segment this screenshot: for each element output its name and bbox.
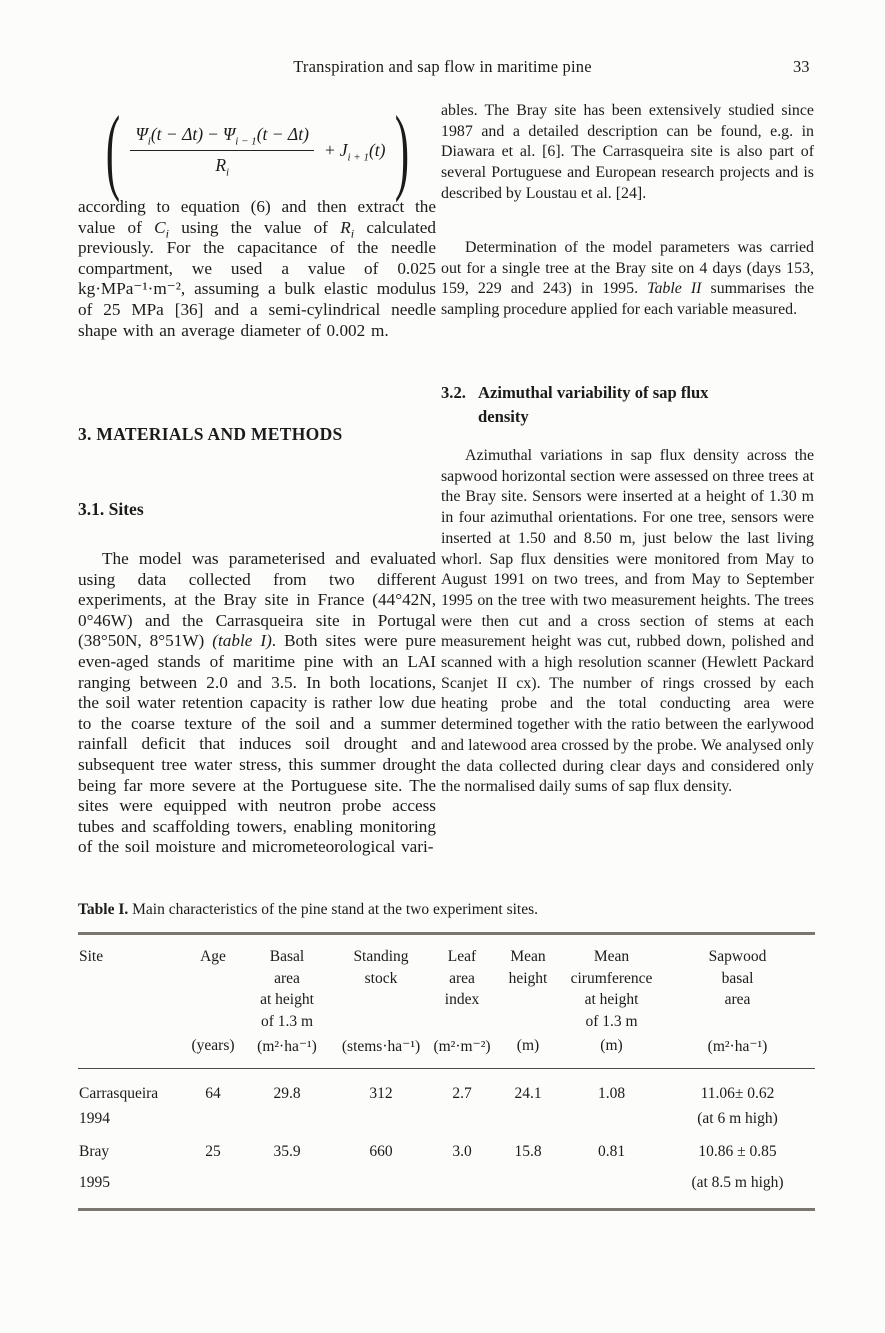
cell-mean-circumference: 0.81 [597, 1143, 626, 1160]
header-row [78, 935, 815, 1033]
col-header-basal-area: Basal area at height of 1.3 m [260, 948, 314, 1030]
flux-symbol: J [339, 139, 348, 160]
paragraph-model-parameters [441, 238, 814, 321]
cell-mean-height: 15.8 [514, 1143, 542, 1160]
table-reference: (table I) [212, 631, 272, 651]
cell-standing-stock: 312 [369, 1085, 393, 1102]
unit-mean-circumference: (m) [563, 1033, 660, 1069]
cell-site: Bray 1995 [79, 1143, 110, 1191]
text-segment: The model was parameterised and evaluated using data collected from two different experiments, at the Bray site in France (44°42N, 0°46W) and the Carrasqueira site in Portugal (38°50N, 8°51W) [78, 549, 436, 651]
paragraph-sites [78, 549, 436, 858]
table-rules [78, 932, 815, 1211]
subscript-i: i [165, 226, 169, 241]
col-header-site: Site [79, 948, 104, 965]
paragraph-capacitance [78, 197, 436, 341]
unit-leaf-area-index: (m²·m⁻²) [431, 1033, 493, 1069]
cell-site: Carrasqueira 1994 [79, 1085, 159, 1127]
unit-mean-height: (m) [493, 1033, 563, 1069]
subscript-i: i [350, 226, 355, 241]
time-argument: (t − Δt) [256, 124, 309, 144]
text-segment: calculated previously. For the capacitance of the needle compartment, we used a value of 0.025 kg·MPa⁻¹·m⁻², assuming a bulk elastic modulus of 25 MPa [36] and a semi-cylindrical needle shape with an average diameter of 0.002 m. [78, 217, 436, 340]
cell-standing-stock: 660 [369, 1143, 393, 1160]
variable-C: C [154, 217, 166, 237]
unit-sapwood: (m²·ha⁻¹) [660, 1033, 815, 1069]
subscript-i: i [147, 135, 151, 148]
psi-symbol: Ψ [135, 124, 148, 144]
unit-site [78, 1033, 183, 1069]
resistance-symbol: R [215, 155, 227, 175]
text-segment: . Both sites were pure even-aged stands of maritime pine with an LAI ranging between 2.0 and 3.5. In both locations, the soil water retention capacity is rather low due to the coarse texture of the soil and a summer rainfall deficit that induces soil drought and subsequent tree water stress, this summer drought being far more severe at the Portuguese site. The sites were equipped with neutron probe access tubes and scaffolding towers, enabling monitoring of the soil moisture and micrometeorological vari- [78, 631, 436, 857]
time-argument: (t − Δt) [150, 124, 204, 144]
cell-leaf-area-index: 2.7 [452, 1085, 472, 1102]
equation-display: ( $\frac{\Psi_i(t - \Delta t) - \Psi_{i - 1}(t - \Delta t)}{R_i}$ + $J_{i + 1}(t)$ ) [105, 96, 409, 203]
col-header-standing-stock: Standing stock [353, 948, 409, 987]
text-segment: Determination of the model parameters was carried out for a single tree at the Bray site on 4 days (days 153, 159, 229 and 243) in 1995. [441, 239, 814, 298]
cell-mean-height: 24.1 [514, 1085, 542, 1102]
text-segment: using the value of [168, 217, 341, 237]
heading-text: Azimuthal variability of sap flux density [478, 383, 709, 426]
paragraph-azimuthal-variations: Azimuthal variations in sap flux density across the sapwood horizontal section were assessed on three trees at the Bray site. Sensors were inserted at a height of 1.30 m in four azimuthal orientations. For one tree, sensors were inserted at 1.50 and 8.50 m, just below the last living whorl. Sap flux densities were monitored from May to August 1991 on two trees, and from May to September 1995 on the tree with two measurement heights. The trees were then cut and a cross section of stems at each measurement height was cut, rubbed down, polished and scanned with a high resolution scanner (Hewlett Packard Scanjet II cx). The number of rings crossed by each heating probe and the total conducting area were determined together with the ratio between the earlywood and latewood area crossed by the probe. We analysed only the data collected during clear days and considered only the normalised daily sums of sap flux density. [441, 447, 814, 796]
table-caption-text: Main characteristics of the pine stand at the two experiment sites. [128, 901, 539, 918]
text-segment: summarises the sampling procedure applied for each variable measured. [441, 280, 815, 319]
subscript-i-plus-1: i + 1 [347, 151, 369, 163]
equation-numerator [130, 124, 313, 151]
col-header-leaf-area-index: Leaf area index [444, 948, 480, 1008]
paragraph-site-description: ables. The Bray site has been extensively studied since 1987 and a detailed description can be found, e.g. in Diawara et al. [6]. The Carrasqueira site is also part of several Portuguese and European research projects and is described by Loustau et al. [24]. [441, 102, 814, 202]
table-caption [78, 901, 815, 919]
variable-R: R [340, 217, 351, 237]
table-row-carrasqueira [78, 1069, 815, 1130]
units-row [78, 1033, 815, 1069]
subsection-heading-azimuthal [441, 381, 742, 429]
unit-age: (years) [183, 1033, 243, 1069]
cell-basal-area: 35.9 [273, 1143, 301, 1160]
section-heading-materials-and-methods: 3. MATERIALS AND METHODS [78, 424, 343, 444]
equation-denominator [130, 151, 313, 179]
minus-operator: − [207, 124, 219, 144]
table-row-bray [78, 1129, 815, 1208]
heading-number: 3.2. [441, 383, 466, 402]
site-characteristics-table [78, 935, 815, 1208]
cell-sapwood: 10.86 ± 0.85 (at 8.5 m high) [691, 1143, 784, 1191]
col-header-mean-height: Mean height [508, 948, 548, 987]
time-argument: (t) [368, 139, 386, 160]
cell-leaf-area-index: 3.0 [452, 1143, 472, 1160]
cell-sapwood: 11.06± 0.62 (at 6 m high) [697, 1085, 778, 1127]
table-caption-label: Table I. [78, 901, 129, 918]
page-number: 33 [793, 57, 810, 76]
cell-age: 64 [205, 1085, 221, 1102]
equation-tail [320, 140, 386, 161]
subscript-i-minus-1: i − 1 [235, 135, 257, 148]
unit-standing-stock: (stems·ha⁻¹) [331, 1033, 431, 1069]
plus-operator: + [323, 139, 336, 160]
subscript-i: i [226, 166, 230, 179]
psi-symbol: Ψ [222, 124, 236, 144]
cell-basal-area: 29.8 [273, 1085, 301, 1102]
running-head-title: Transpiration and sap flow in maritime pine [293, 57, 592, 76]
cell-age: 25 [205, 1143, 221, 1160]
col-header-sapwood-basal-area: Sapwood basal area [708, 948, 767, 1008]
table-1-block [78, 901, 815, 1211]
table-reference: Table II [647, 280, 702, 298]
unit-basal-area: (m²·ha⁻¹) [243, 1033, 331, 1069]
col-header-age: Age [200, 948, 226, 965]
col-header-mean-circumference: Mean cirumference at height of 1.3 m [570, 948, 653, 1030]
cell-mean-circumference: 1.08 [597, 1085, 626, 1102]
text-segment: according to equation (6) and then extract the value of [78, 197, 436, 237]
equation-fraction [130, 124, 313, 179]
subsection-heading-sites: 3.1. Sites [78, 499, 144, 519]
